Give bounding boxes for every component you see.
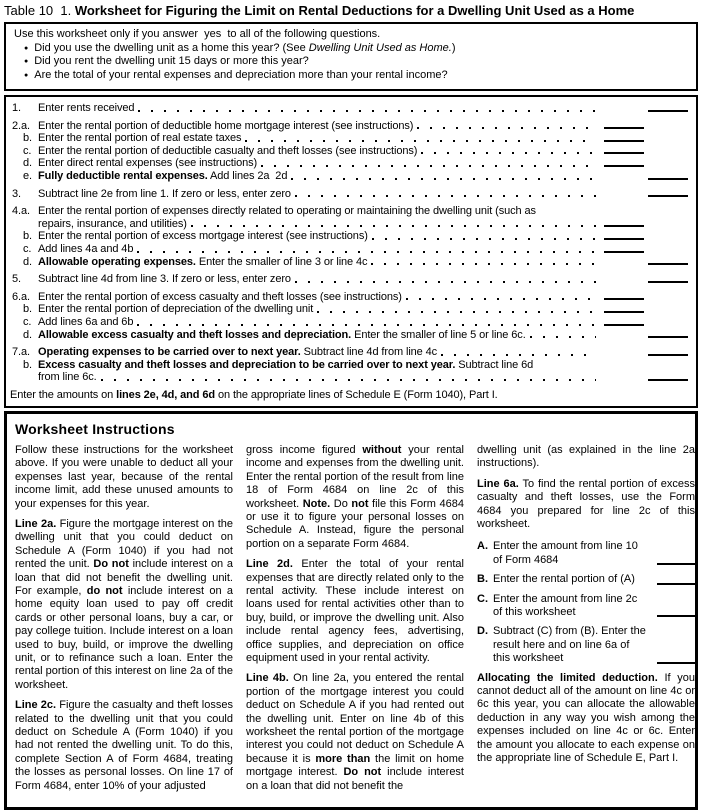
line-number: c. — [23, 315, 32, 328]
item-letter: D. — [477, 625, 488, 638]
line-number: c. — [23, 242, 32, 255]
worksheet-row-4b — [10, 230, 690, 243]
line-number: b. — [23, 303, 32, 316]
line-text: Add lines 4a and 4b — [38, 242, 134, 255]
amount-entry-line — [648, 336, 688, 338]
worksheet-row-6a — [10, 291, 690, 304]
worksheet-row-2a — [10, 120, 690, 133]
dot-leader — [441, 346, 596, 359]
table-number: Table 10 1. — [4, 3, 75, 18]
item-text: Enter the amount from line 2c — [493, 592, 638, 605]
worksheet-row-6b — [10, 303, 690, 316]
instructions-columns — [15, 443, 695, 800]
line-number: 5. — [12, 273, 21, 286]
paragraph: Allocating the limited deduction. If you cannot deduct all of the amount on line 4c or 6c this year, you can allocate the allowable deduction in any way you wish among the expenses included on line 4c or 6c. Enter the amount you allocate to each expense on the appropriate line of Schedule E, Part I. — [477, 671, 695, 764]
amount-col-inner — [602, 311, 646, 316]
dot-leader — [295, 188, 596, 201]
amount-col-outer — [646, 178, 690, 183]
amount-col-inner — [602, 225, 646, 230]
instructions-heading: Worksheet Instructions — [15, 420, 175, 437]
amount-col-outer — [646, 195, 690, 200]
instructions-col-1 — [15, 444, 233, 800]
paragraph: Line 6a. To find the rental portion of excess casualty and theft losses, use the Form 4684 you prepared for line 2c of this worksheet. — [477, 477, 695, 530]
amount-col-inner — [602, 165, 646, 170]
amount-entry-line — [657, 615, 695, 617]
amount-col-inner — [602, 298, 646, 303]
amount-entry-line — [648, 354, 688, 356]
bullet-item: ● Did you rent the dwelling unit 15 days or more this year? — [24, 55, 688, 69]
amount-entry-line — [648, 281, 688, 283]
amount-col-outer — [646, 281, 690, 286]
amount-entry-line — [604, 127, 644, 129]
line-number: 4.a. — [12, 205, 30, 218]
amount-entry-line — [604, 152, 644, 154]
instructions-box — [4, 411, 698, 810]
line-number: e. — [23, 169, 32, 182]
amount-entry-line — [604, 311, 644, 313]
line-text: Subtract line 4d from line 3. If zero or less, enter zero — [38, 273, 291, 286]
item-letter: A. — [477, 540, 488, 553]
line-text: Allowable excess casualty and theft losses and depreciation. Enter the smaller of line 5 or line 6c. — [38, 328, 526, 341]
line-text: from line 6c. — [38, 371, 97, 384]
line-text: Fully deductible rental expenses. Add lines 2a 2d — [38, 169, 288, 182]
line-text: Enter the rental portion of excess mortgage interest (see instructions) — [38, 230, 368, 243]
worksheet-row-1 — [10, 102, 690, 115]
amount-entry-line — [604, 238, 644, 240]
worksheet-row-2d — [10, 157, 690, 170]
item-text: of Form 4684 — [493, 553, 559, 566]
list-item-C — [477, 593, 695, 620]
amount-col-outer — [646, 354, 690, 359]
amount-col-inner — [602, 140, 646, 145]
worksheet-row-2b — [10, 132, 690, 145]
item-text: Enter the rental portion of (A) — [493, 573, 635, 586]
dot-leader — [317, 303, 596, 316]
line-text: Enter the rental portion of real estate taxes — [38, 132, 242, 145]
amount-col-inner — [602, 324, 646, 329]
amount-col-outer — [646, 336, 690, 341]
instructions-col-3 — [477, 444, 695, 800]
paragraph: gross income figured without your rental income and expenses from the dwelling unit. Enter the rental portion of the result from line 18 of Form 4684 on line 2c of this worksheet. Note. Do not file this Form 4684 or use it to figure your personal losses on Schedule A. Instead, figure the personal portion on a separate Form 4684. — [246, 443, 464, 550]
amount-col-outer — [646, 110, 690, 115]
paragraph: Line 4b. On line 2a, you entered the rental portion of the mortgage interest you could deduct on Schedule A if you had rented out the dwelling unit. Enter on line 4b of this worksheet the rental portion of the mortgage interest you could not deduct on Schedule A because it is more than the limit on home mortgage interest. Do not include interest on a loan that did not benefit the — [246, 672, 464, 792]
worksheet-row-3 — [10, 188, 690, 201]
worksheet-row-4a — [10, 205, 690, 230]
list-item-A — [477, 540, 695, 567]
dot-leader — [295, 273, 596, 286]
page-title — [4, 3, 725, 18]
dot-leader — [101, 371, 596, 384]
worksheet-row-7a — [10, 346, 690, 359]
bullet-item: ● Did you use the dwelling unit as a home this year? (See Dwelling Unit Used as Home.) — [24, 42, 688, 56]
line-text: Enter the rental portion of depreciation of the dwelling unit — [38, 303, 314, 316]
amount-entry-line — [604, 298, 644, 300]
amount-col-inner — [602, 127, 646, 132]
list-item-D — [477, 625, 695, 665]
dot-leader — [245, 132, 596, 145]
line-number: d. — [23, 255, 32, 268]
dot-leader — [291, 170, 596, 183]
item-letter: C. — [477, 592, 488, 605]
worksheet-row-2e — [10, 170, 690, 183]
dot-leader — [261, 157, 596, 170]
paragraph: Line 2a. Figure the mortgage interest on the dwelling unit that you could deduct on Schedule A (Form 1040) if you had not rented the unit. Do not include interest on a loan that did not benefit the dwelling unit. For example, do not include interest on a home equity loan used to pay off credit cards or other personal loans, buy a car, or pay college tuition. Include interest on a loan used to buy, build, or improve the dwelling unit, or to refinance such a loan. Enter the rental portion of this interest on line 2a of the worksheet. — [15, 517, 234, 691]
item-text: this worksheet — [493, 652, 564, 665]
amount-entry-line — [657, 583, 695, 585]
line-number: 7.a. — [12, 346, 30, 359]
line-text: Subtract line 2e from line 1. If zero or less, enter zero — [38, 187, 291, 200]
amount-entry-line — [648, 195, 688, 197]
line-text: Enter the rental portion of excess casualty and theft losses (see instructions) — [38, 290, 402, 303]
amount-entry-line — [657, 563, 695, 565]
line-text: Excess casualty and theft losses and depreciation to be carried over to next year. Subtract line 6d — [38, 358, 534, 371]
worksheet-footer: Enter the amounts on lines 2e, 4d, and 6d on the appropriate lines of Schedule E (Form 1040), Part I. — [10, 388, 498, 401]
line-text: Enter direct rental expenses (see instructions) — [38, 157, 258, 170]
line-text: Enter the rental portion of expenses directly related to operating or maintaining the dwelling unit (such as — [38, 205, 536, 218]
intro-box — [4, 22, 698, 91]
paragraph: Line 2c. Figure the casualty and theft losses related to the dwelling unit that you could deduct on Schedule A (Form 1040) if you had not rented the dwelling unit. To do this, complete Section A of Form 4684, treating the losses as personal losses. On line 17 of Form 4684, enter 10% of your adjusted — [15, 699, 233, 792]
line-number: d. — [23, 328, 32, 341]
amount-col-inner — [602, 251, 646, 256]
line-text: Enter the rental portion of deductible casualty and theft losses (see instructions) — [38, 144, 418, 157]
dot-leader — [406, 291, 596, 304]
dot-leader — [530, 329, 596, 342]
line-text: Enter the rental portion of deductible home mortgage interest (see instructions) — [38, 119, 414, 132]
intro-lead: Use this worksheet only if you answer yes to all of the following questions. — [14, 28, 381, 40]
amount-entry-line — [604, 165, 644, 167]
line-number: 6.a. — [12, 290, 30, 303]
line-number: b. — [23, 230, 32, 243]
worksheet-row-4d — [10, 256, 690, 269]
amount-entry-line — [648, 110, 688, 112]
dot-leader — [417, 120, 596, 133]
amount-entry-line — [648, 263, 688, 265]
item-text: of this worksheet — [493, 605, 576, 618]
dot-leader — [138, 102, 596, 115]
line-text: Add lines 6a and 6b — [38, 315, 134, 328]
amount-col-inner — [602, 238, 646, 243]
amount-entry-line — [648, 379, 688, 381]
paragraph: Follow these instructions for the worksheet above. If you were unable to deduct all your expenses last year, because of the rental income limit, add these unused amounts to your expenses for this year. — [15, 443, 233, 510]
bullet-item: ● Are the total of your rental expenses and depreciation more than your rental income? — [24, 69, 688, 83]
amount-entry-line — [648, 178, 688, 180]
line-text: Allowable operating expenses. Enter the smaller of line 3 or line 4c — [38, 255, 368, 268]
line-6a-sub-worksheet — [477, 540, 695, 665]
line-text: repairs, insurance, and utilities) — [38, 217, 187, 230]
table-title: Worksheet for Figuring the Limit on Rental Deductions for a Dwelling Unit Used as a Home — [74, 3, 635, 18]
list-item-B — [477, 573, 695, 586]
dot-leader — [191, 218, 596, 231]
dot-leader — [137, 316, 596, 329]
line-number: b. — [23, 132, 32, 145]
dot-leader — [372, 230, 596, 243]
amount-entry-line — [604, 140, 644, 142]
amount-col-inner — [602, 152, 646, 157]
line-number: b. — [23, 358, 32, 371]
item-letter: B. — [477, 573, 488, 586]
amount-col-outer — [646, 379, 690, 384]
amount-entry-line — [657, 662, 695, 664]
worksheet-row-5 — [10, 273, 690, 286]
line-number: 3. — [12, 187, 21, 200]
amount-entry-line — [604, 251, 644, 253]
worksheet-row-6c — [10, 316, 690, 329]
line-number: 2.a. — [12, 119, 30, 132]
worksheet-row-4c — [10, 243, 690, 256]
line-text: Operating expenses to be carried over to next year. Subtract line 4d from line 4c — [38, 346, 438, 359]
paragraph: Line 2d. Enter the total of your rental expenses that are directly related only to the rental activity. These include interest on loans used for rental activities other than to buy, build, or improve the dwelling unit. Also include rental agency fees, advertising, office supplies, and depreciation on office equipment used in your rental activity. — [246, 558, 464, 664]
line-number: d. — [23, 157, 32, 170]
worksheet-row-2c — [10, 145, 690, 158]
amount-entry-line — [604, 324, 644, 326]
amount-entry-line — [604, 225, 644, 227]
line-text: Enter rents received — [38, 102, 135, 114]
item-text: Subtract (C) from (B). Enter the — [493, 625, 646, 638]
worksheet-row-6d — [10, 329, 690, 342]
dot-leader — [421, 145, 596, 158]
dot-leader — [371, 256, 596, 269]
item-text: Enter the amount from line 10 — [493, 540, 638, 553]
line-number: 1. — [12, 102, 21, 114]
line-number: c. — [23, 144, 32, 157]
worksheet-row-7b — [10, 359, 690, 384]
intro-bullet-list — [14, 42, 688, 83]
instructions-col-2 — [246, 444, 464, 800]
dot-leader — [137, 243, 596, 256]
item-text: result here and on line 6a of — [493, 638, 630, 651]
amount-col-outer — [646, 263, 690, 268]
paragraph: dwelling unit (as explained in the line 2a instructions). — [477, 443, 695, 470]
worksheet-box — [4, 95, 698, 408]
